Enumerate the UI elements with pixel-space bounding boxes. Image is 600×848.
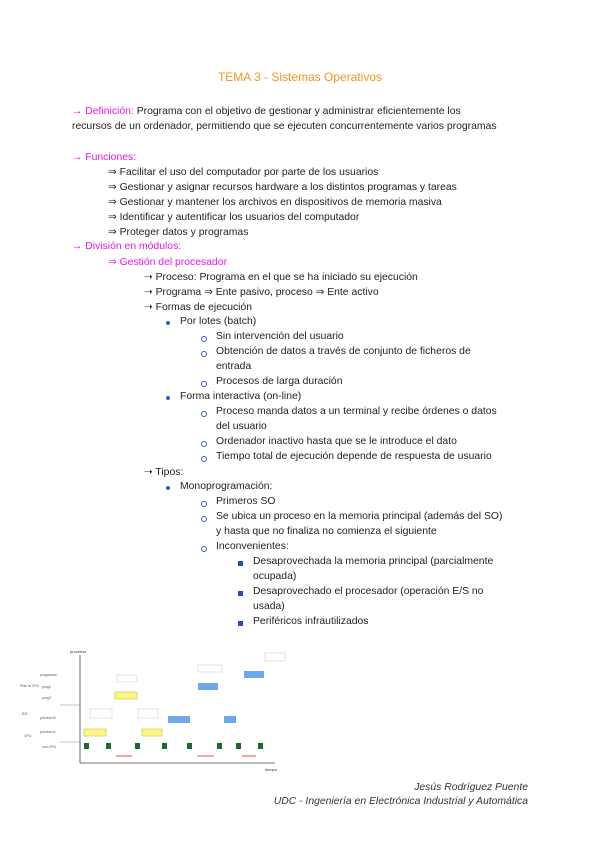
diagram-block-proceso-a [142, 729, 162, 736]
diagram-cpu-slot [258, 743, 263, 749]
diagram-cpu-slot [162, 743, 167, 749]
bullet-circle-icon [201, 456, 207, 462]
diagram-row-label: proceso A [40, 730, 56, 734]
interactiva-item-cont: del usuario [216, 421, 267, 432]
gestion-procesador: ⇒ Gestión del procesador [108, 257, 228, 268]
definicion-label: → Definición: [72, 106, 134, 117]
diagram-row-label: programas [40, 673, 57, 677]
bullet-circle-icon [201, 441, 207, 447]
diagram-note [198, 665, 222, 672]
diagram-note [138, 709, 158, 718]
bullet-dot-icon [166, 396, 170, 400]
definicion-line1 [72, 106, 461, 117]
funcion-item: ⇒ Proteger datos y programas [108, 227, 249, 238]
monoprogramacion-diagram [20, 645, 300, 775]
bullet-dot-icon [166, 321, 170, 325]
proceso-def: ➝ Proceso: Programa en el que se ha iniciado su ejecución [144, 272, 418, 283]
mono-item: Primeros SO [216, 496, 276, 507]
footer-author: Jesús Rodríguez Puente [414, 782, 528, 793]
interactiva-item: Tiempo total de ejecución depende de respuesta de usuario [216, 451, 492, 462]
diagram-cpu-slot [84, 743, 89, 749]
funciones-label: → Funciones: [72, 152, 137, 163]
page-title: TEMA 3 - Sistemas Operativos [217, 70, 383, 84]
diagram-row-label: proceso B [40, 716, 56, 720]
footer-org: UDC - Ingeniería en Electrónica Industrial y Automática [273, 796, 528, 807]
inconveniente-item: Periféricos infrautilizados [253, 616, 369, 627]
diagram-row-label: prog2 [42, 685, 51, 689]
bullet-dot-icon [166, 486, 170, 490]
formas-ejecucion: ➝ Formas de ejecución [144, 302, 253, 313]
diagram-block-proceso-b [224, 716, 236, 723]
mono-label: Monoprogramación: [180, 481, 273, 492]
funcion-item: ⇒ Gestionar y asignar recursos hardware a los distintos programas y tareas [108, 182, 457, 193]
lotes-item: Procesos de larga duración [216, 376, 343, 387]
diagram-left-label: CPU [24, 734, 32, 738]
diagram-cpu-slot [187, 743, 192, 749]
diagram-block-proceso-b [244, 671, 264, 678]
bullet-circle-icon [201, 336, 207, 342]
inconveniente-item-cont: ocupada) [253, 571, 297, 582]
diagram-block-proceso-b [198, 683, 218, 690]
diagram-cpu-slot [217, 743, 222, 749]
diagram-cpu-slot [135, 743, 140, 749]
bullet-circle-icon [201, 411, 207, 417]
diagram-note [265, 653, 285, 661]
lotes-label: Por lotes (batch) [180, 316, 257, 327]
diagram-left-label: E/S [22, 712, 28, 716]
diagram-block-proceso-a [115, 692, 137, 699]
lotes-item: Sin intervención del usuario [216, 331, 344, 342]
bullet-square-icon [238, 621, 243, 626]
inconveniente-item: Desaprovechada la memoria principal (parcialmente [253, 556, 494, 567]
definicion-text1: Programa con el objetivo de gestionar y administrar eficientemente los [136, 106, 461, 117]
diagram-row-label: uso CPU [42, 745, 57, 749]
diagram-note [117, 675, 137, 682]
mono-item-cont: y hasta que no finaliza no comienza el siguiente [216, 526, 437, 537]
bullet-square-icon [238, 561, 243, 566]
diagram-block-proceso-a [84, 729, 106, 736]
diagram-cpu-slot [106, 743, 111, 749]
programa-def: ➝ Programa ⇒ Ente pasivo, proceso ⇒ Ente activo [144, 287, 379, 298]
diagram-left-label: Pide la CPU [20, 684, 40, 688]
bullet-square-icon [238, 591, 243, 596]
bullet-circle-icon [201, 381, 207, 387]
interactiva-item: Ordenador inactivo hasta que se le introduce el dato [216, 436, 457, 447]
lotes-item: Obtención de datos a través de conjunto de ficheros de [216, 346, 471, 357]
funcion-item: ⇒ Facilitar el uso del computador por parte de los usuarios [108, 167, 379, 178]
tipos-label: ➝ Tipos: [144, 467, 184, 478]
lotes-item-cont: entrada [216, 361, 252, 372]
inconveniente-item-cont: usada) [253, 601, 285, 612]
diagram-cpu-slot [236, 743, 241, 749]
bullet-circle-icon [201, 516, 207, 522]
diagram-top-label: procesos [70, 649, 87, 654]
mono-item: Se ubica un proceso en la memoria principal (además del SO) [216, 511, 503, 522]
interactiva-item: Proceso manda datos a un terminal y recibe órdenes o datos [216, 406, 497, 417]
diagram-axis-label: tiempo [265, 767, 278, 772]
definicion-text2: recursos de un ordenador, permitiendo que se ejecuten concurrentemente varios programas [72, 121, 497, 132]
bullet-circle-icon [201, 501, 207, 507]
diagram-row-label: prog3 [42, 696, 51, 700]
mono-item: Inconvenientes: [216, 541, 289, 552]
division-label: → División en módulos: [72, 241, 182, 252]
diagram-block-proceso-b [168, 716, 190, 723]
bullet-circle-icon [201, 546, 207, 552]
funcion-item: ⇒ Gestionar y mantener los archivos en dispositivos de memoria masiva [108, 197, 442, 208]
funcion-item: ⇒ Identificar y autentificar los usuarios del computador [108, 212, 360, 223]
diagram-note [90, 709, 112, 718]
interactiva-label: Forma interactiva (on-line) [180, 391, 302, 402]
bullet-circle-icon [201, 351, 207, 357]
inconveniente-item: Desaprovechado el procesador (operación E/S no [253, 586, 484, 597]
